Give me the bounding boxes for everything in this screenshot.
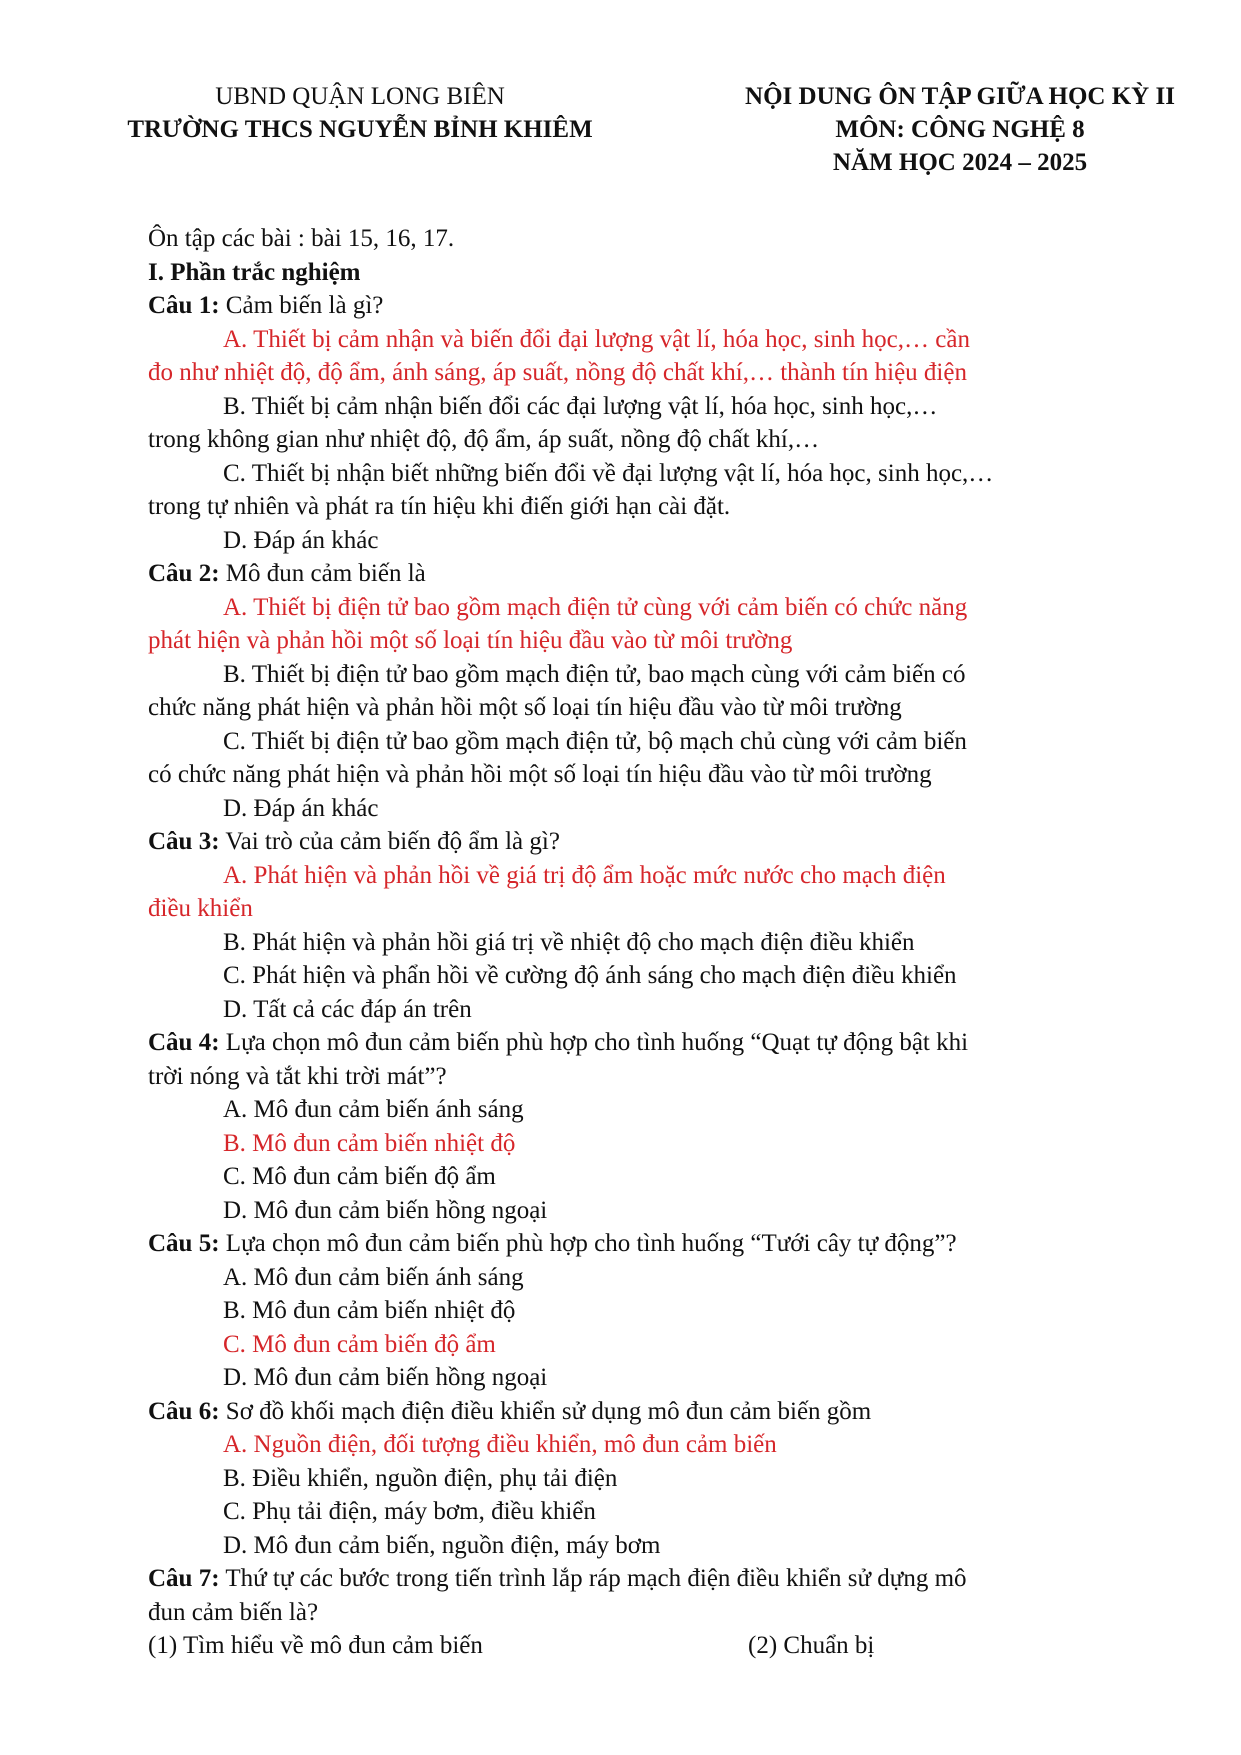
question-label: Câu 3: (148, 828, 220, 855)
question-text-continued: đun cảm biến là? (148, 1598, 319, 1626)
option-c: C. Thiết bị nhận biết những biến đổi về đại lượng vật lí, hóa học, sinh học,… (223, 459, 994, 487)
question-text: Lựa chọn mô đun cảm biến phù hợp cho tình huống “Tưới cây tự động”? (219, 1230, 957, 1257)
question-2 (148, 557, 1123, 591)
option-b-correct: B. Mô đun cảm biến nhiệt độ (223, 1129, 516, 1157)
section-title: I. Phần trắc nghiệm (148, 258, 361, 286)
option-a-continued: phát hiện và phản hồi một số loại tín hiệu đầu vào từ môi trường (148, 627, 793, 654)
question-label: Câu 1: (148, 292, 220, 319)
option-a-continued: đo như nhiệt độ, độ ẩm, ánh sáng, áp suất, nồng độ chất khí,… thành tín hiệu điện (148, 359, 967, 386)
school-name: TRƯỜNG THCS NGUYỄN BỈNH KHIÊM (127, 116, 593, 143)
document-title: NỘI DUNG ÔN TẬP GIỮA HỌC KỲ II (745, 83, 1175, 110)
option-c-continued: có chức năng phát hiện và phản hồi một số loại tín hiệu đầu vào từ môi trường (148, 761, 932, 788)
option-b: B. Mô đun cảm biến nhiệt độ (223, 1297, 516, 1324)
option-d: D. Mô đun cảm biến, nguồn điện, máy bơm (223, 1531, 661, 1559)
option-d: D. Đáp án khác (223, 794, 379, 822)
question-label: Câu 7: (148, 1565, 220, 1592)
option-b-continued: trong không gian như nhiệt độ, độ ẩm, áp suất, nồng độ chất khí,… (148, 426, 820, 453)
option-d: D. Tất cả các đáp án trên (223, 995, 472, 1023)
option-a-correct: A. Phát hiện và phản hồi về giá trị độ ẩm hoặc mức nước cho mạch điện (223, 861, 946, 889)
option-c-continued: trong tự nhiên và phát ra tín hiệu khi điến giới hạn cài đặt. (148, 493, 731, 520)
question-label: Câu 5: (148, 1230, 220, 1257)
option-c: C. Phụ tải điện, máy bơm, điều khiển (223, 1498, 596, 1525)
school-year: NĂM HỌC 2024 – 2025 (832, 149, 1088, 176)
district-name: UBND QUẬN LONG BIÊN (215, 83, 505, 110)
option-b-continued: chức năng phát hiện và phản hồi một số loại tín hiệu đầu vào từ môi trường (148, 694, 902, 721)
option-a-correct: A. Nguồn điện, đối tượng điều khiển, mô đun cảm biến (223, 1431, 777, 1458)
option-c: C. Phát hiện và phẩn hồi về cường độ ánh sáng cho mạch điện điều khiển (223, 962, 957, 989)
question-text: Cảm biến là gì? (219, 292, 384, 319)
question-1 (148, 289, 1123, 323)
option-a-correct: A. Thiết bị cảm nhận và biến đổi đại lượng vật lí, hóa học, sinh học,… cần (223, 325, 970, 353)
option-a-correct: A. Thiết bị điện tử bao gồm mạch điện tử cùng với cảm biến có chức năng (223, 593, 968, 621)
question-text: Vai trò của cảm biến độ ẩm là gì? (219, 828, 560, 855)
question-text: Lựa chọn mô đun cảm biến phù hợp cho tình huống “Quạt tự động bật khi (219, 1029, 969, 1056)
option-b: B. Thiết bị cảm nhận biến đổi các đại lượng vật lí, hóa học, sinh học,… (223, 392, 938, 420)
subject-name: MÔN: CÔNG NGHỆ 8 (835, 116, 1085, 143)
question-7 (148, 1562, 1123, 1596)
option-a-continued: điều khiển (148, 895, 253, 922)
document-body (148, 222, 1123, 1663)
option-b: B. Phát hiện và phản hồi giá trị về nhiệt độ cho mạch điện điều khiển (223, 928, 915, 956)
option-d: D. Đáp án khác (223, 526, 379, 554)
option-a: A. Mô đun cảm biến ánh sáng (223, 1263, 524, 1291)
header-right (690, 80, 1230, 179)
option-d: D. Mô đun cảm biến hồng ngoại (223, 1196, 548, 1224)
question-label: Câu 2: (148, 560, 220, 587)
question-3 (148, 825, 1123, 859)
option-b: B. Điều khiển, nguồn điện, phụ tải điện (223, 1464, 618, 1492)
question-text-continued: trời nóng và tắt khi trời mát”? (148, 1062, 447, 1090)
question-4 (148, 1026, 1123, 1060)
option-d: D. Mô đun cảm biến hồng ngoại (223, 1364, 548, 1391)
question-6 (148, 1395, 1123, 1429)
question-text: Mô đun cảm biến là (219, 560, 426, 587)
question-text: Sơ đồ khối mạch điện điều khiển sử dụng mô đun cảm biến gồm (219, 1397, 872, 1425)
option-c-correct: C. Mô đun cảm biến độ ẩm (223, 1330, 496, 1358)
steps-row (148, 1629, 1123, 1663)
header-left (60, 80, 660, 146)
option-c: C. Mô đun cảm biến độ ẩm (223, 1163, 496, 1190)
question-label: Câu 4: (148, 1029, 220, 1056)
option-c: C. Thiết bị điện tử bao gồm mạch điện tử, bộ mạch chủ cùng với cảm biến (223, 727, 967, 755)
option-a: A. Mô đun cảm biến ánh sáng (223, 1096, 524, 1123)
question-text: Thứ tự các bước trong tiến trình lắp ráp mạch điện điều khiển sử dựng mô (219, 1565, 967, 1592)
intro-text: Ôn tập các bài : bài 15, 16, 17. (148, 225, 455, 252)
option-b: B. Thiết bị điện tử bao gồm mạch điện tử, bao mạch cùng với cảm biến có (223, 660, 966, 688)
step-1: (1) Tìm hiểu về mô đun cảm biến (148, 1632, 483, 1659)
step-2: (2) Chuẩn bị (748, 1632, 875, 1659)
question-5 (148, 1227, 1123, 1261)
question-label: Câu 6: (148, 1397, 220, 1425)
